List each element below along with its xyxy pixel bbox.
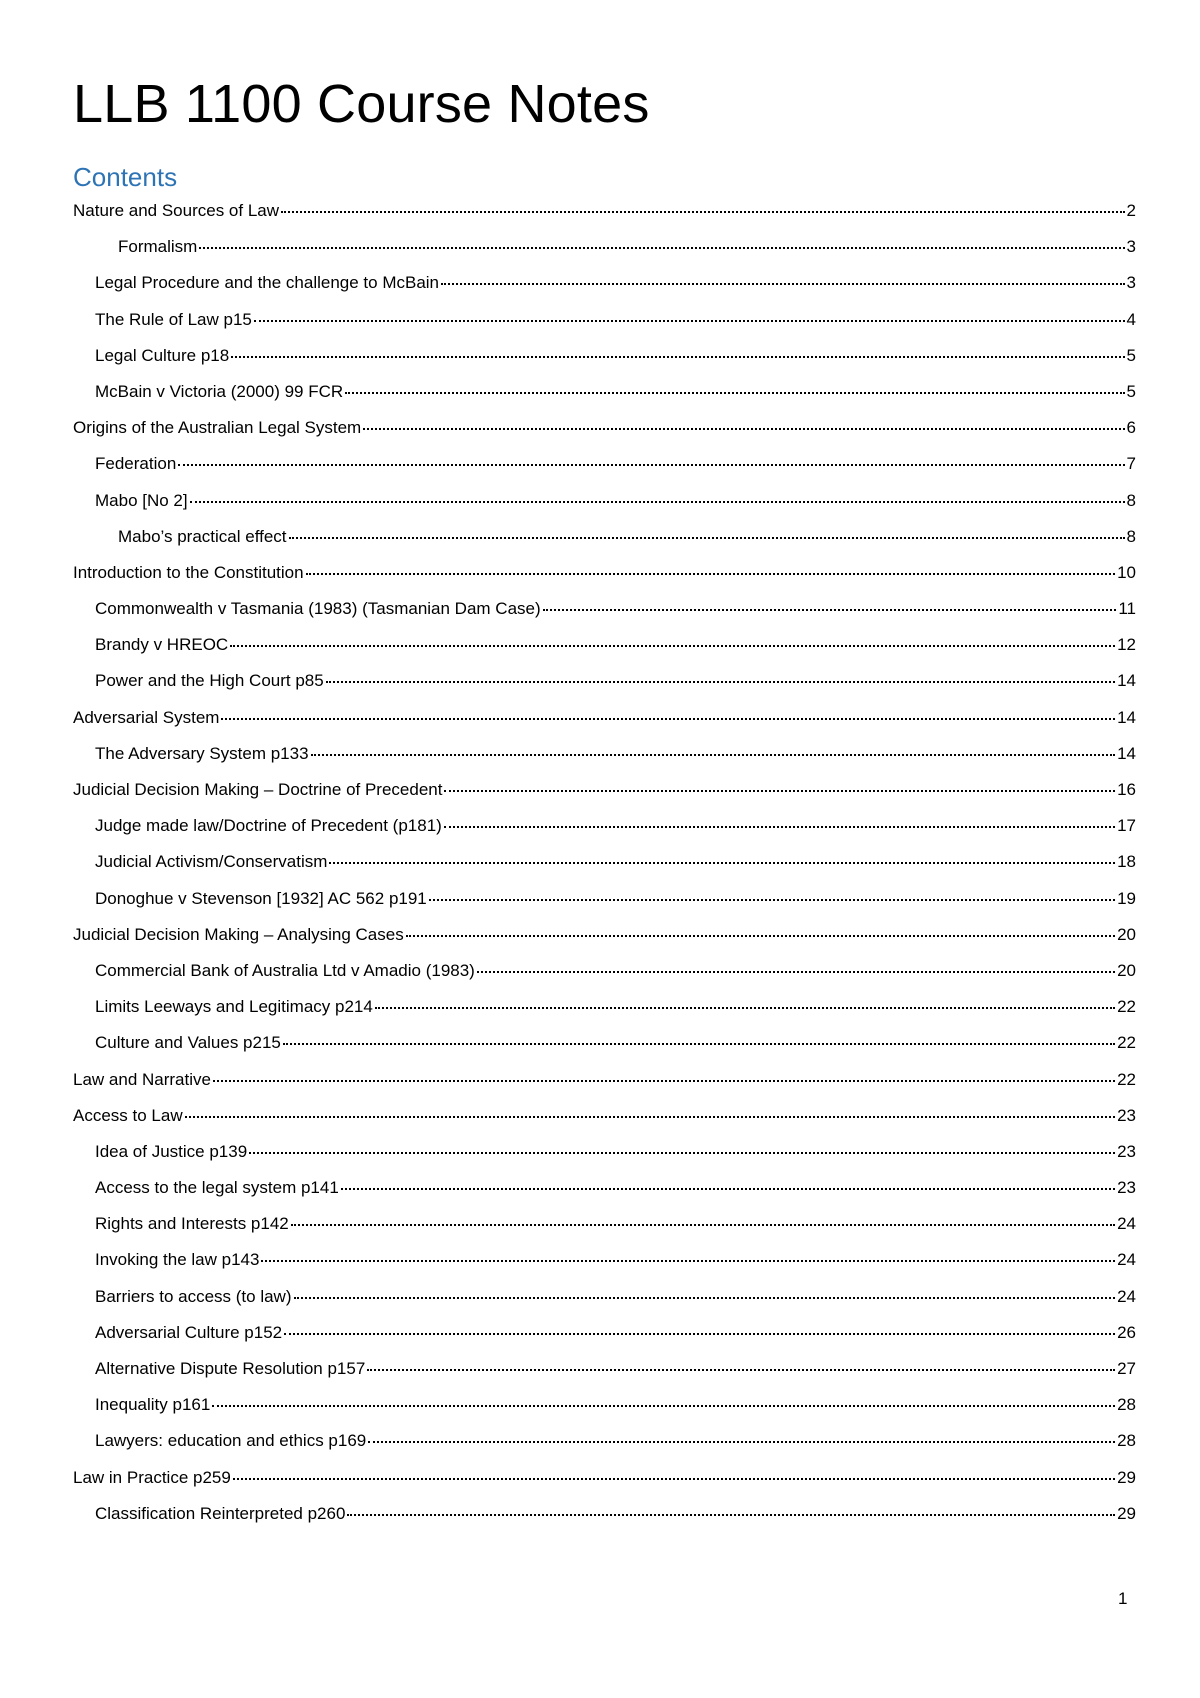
- toc-entry[interactable]: [73, 1279, 1136, 1315]
- toc-entry[interactable]: [73, 881, 1136, 917]
- document-title: LLB 1100 Course Notes: [73, 74, 650, 134]
- toc-entry-title: Invoking the law p143: [95, 1250, 260, 1270]
- toc-entry[interactable]: [73, 229, 1136, 265]
- toc-entry[interactable]: [73, 953, 1136, 989]
- toc-entry-page: 8: [1126, 490, 1136, 510]
- toc-dot-leader: [283, 1026, 1115, 1045]
- toc-entry[interactable]: [73, 1460, 1136, 1496]
- toc-entry[interactable]: [73, 1423, 1136, 1459]
- toc-entry[interactable]: [73, 410, 1136, 446]
- toc-entry-page: 28: [1117, 1395, 1136, 1415]
- toc-entry-title: Commonwealth v Tasmania (1983) (Tasmanian Dam Case): [95, 599, 541, 619]
- toc-entry[interactable]: [73, 700, 1136, 736]
- toc-entry-title: Judge made law/Doctrine of Precedent (p181): [95, 816, 442, 836]
- toc-entry-page: 14: [1117, 743, 1136, 763]
- toc-dot-leader: [221, 701, 1115, 720]
- toc-dot-leader: [230, 628, 1115, 647]
- toc-dot-leader: [345, 375, 1124, 394]
- toc-entry-title: Commercial Bank of Australia Ltd v Amadio (1983): [95, 960, 475, 980]
- toc-entry-title: Access to the legal system p141: [95, 1178, 339, 1198]
- toc-entry-page: 24: [1117, 1286, 1136, 1306]
- toc-entry-page: 29: [1117, 1467, 1136, 1487]
- toc-entry[interactable]: [73, 591, 1136, 627]
- toc-entry-page: 3: [1126, 237, 1136, 257]
- toc-entry-title: Nature and Sources of Law: [73, 201, 280, 220]
- toc-entry[interactable]: [73, 1062, 1136, 1098]
- toc-dot-leader: [231, 339, 1124, 358]
- toc-entry-title: Power and the High Court p85: [95, 671, 324, 691]
- toc-dot-leader: [444, 809, 1115, 828]
- toc-dot-leader: [441, 266, 1125, 285]
- toc-entry-title: Judicial Decision Making – Analysing Cases: [73, 924, 404, 944]
- toc-dot-leader: [233, 1461, 1115, 1480]
- toc-dot-leader: [311, 737, 1116, 756]
- toc-entry-page: 24: [1117, 1250, 1136, 1270]
- toc-entry-title: Law in Practice p259: [73, 1467, 231, 1487]
- toc-dot-leader: [429, 882, 1115, 901]
- toc-entry-page: 7: [1126, 454, 1136, 474]
- toc-entry-page: 6: [1126, 418, 1136, 438]
- toc-entry[interactable]: [73, 844, 1136, 880]
- toc-entry-page: 24: [1117, 1214, 1136, 1234]
- toc-entry-title: Alternative Dispute Resolution p157: [95, 1359, 366, 1378]
- toc-entry-page: 23: [1117, 1178, 1136, 1198]
- toc-entry-title: The Rule of Law p15: [95, 309, 252, 329]
- toc-entry[interactable]: [73, 1134, 1136, 1170]
- toc-entry-title: Classification Reinterpreted p260: [95, 1503, 346, 1523]
- toc-dot-leader: [368, 1424, 1115, 1443]
- toc-entry-title: Limits Leeways and Legitimacy p214: [95, 997, 373, 1017]
- toc-entry[interactable]: [73, 555, 1136, 591]
- toc-dot-leader: [326, 664, 1115, 683]
- toc-entry-title: Judicial Decision Making – Doctrine of Precedent: [73, 780, 443, 799]
- toc-entry-page: 10: [1117, 562, 1136, 582]
- toc-entry-page: 19: [1117, 888, 1136, 908]
- toc-entry-title: Rights and Interests p142: [95, 1214, 289, 1234]
- toc-entry-page: 17: [1117, 816, 1136, 836]
- toc-entry-page: 26: [1117, 1322, 1136, 1342]
- toc-entry-title: The Adversary System p133: [95, 743, 309, 763]
- toc-dot-leader: [329, 845, 1115, 864]
- toc-entry-title: Lawyers: education and ethics p169: [95, 1431, 367, 1451]
- toc-entry-title: Mabo’s practical effect: [118, 526, 287, 546]
- toc-dot-leader: [347, 1497, 1115, 1516]
- toc-entry-page: 23: [1117, 1105, 1136, 1125]
- toc-entry[interactable]: [73, 808, 1136, 844]
- toc-entry-title: Barriers to access (to law): [95, 1286, 292, 1306]
- toc-dot-leader: [199, 230, 1124, 249]
- toc-entry-title: Brandy v HREOC: [95, 635, 229, 655]
- toc-entry-page: 14: [1117, 671, 1136, 691]
- toc-entry-page: 14: [1117, 707, 1136, 727]
- toc-dot-leader: [261, 1243, 1115, 1262]
- toc-dot-leader: [249, 1135, 1115, 1154]
- toc-entry[interactable]: [73, 1351, 1136, 1387]
- toc-entry[interactable]: [73, 736, 1136, 772]
- toc-dot-leader: [185, 1099, 1115, 1118]
- toc-entry-title: Formalism: [118, 237, 198, 257]
- toc-entry[interactable]: [73, 627, 1136, 663]
- toc-dot-leader: [367, 1352, 1115, 1371]
- toc-entry[interactable]: [73, 1025, 1136, 1061]
- toc-dot-leader: [281, 194, 1125, 213]
- toc-dot-leader: [212, 1388, 1115, 1407]
- toc-entry-title: Culture and Values p215: [95, 1033, 281, 1053]
- toc-entry[interactable]: [73, 663, 1136, 699]
- toc-dot-leader: [543, 592, 1117, 611]
- toc-dot-leader: [291, 1207, 1115, 1226]
- toc-entry-title: Legal Culture p18: [95, 345, 230, 365]
- toc-entry-page: 5: [1126, 381, 1136, 401]
- toc-entry-page: 2: [1126, 201, 1136, 220]
- toc-entry-page: 22: [1117, 1033, 1136, 1053]
- toc-entry[interactable]: [73, 338, 1136, 374]
- toc-entry-page: 22: [1117, 997, 1136, 1017]
- toc-entry[interactable]: [73, 1098, 1136, 1134]
- toc-entry[interactable]: [73, 374, 1136, 410]
- toc-entry[interactable]: [73, 1242, 1136, 1278]
- toc-heading: Contents: [73, 162, 178, 192]
- toc-entry[interactable]: [73, 483, 1136, 519]
- toc-entry-page: 29: [1117, 1503, 1136, 1523]
- toc-entry[interactable]: [73, 1387, 1136, 1423]
- toc-entry-title: Judicial Activism/Conservatism: [95, 852, 328, 872]
- toc-dot-leader: [363, 411, 1124, 430]
- toc-entry-title: Mabo [No 2]: [95, 490, 188, 510]
- toc-dot-leader: [477, 954, 1115, 973]
- toc-entry[interactable]: [73, 772, 1136, 808]
- toc-entry-title: Access to Law: [73, 1105, 183, 1125]
- toc-entry-page: 12: [1117, 635, 1136, 655]
- toc-entry-page: 5: [1126, 345, 1136, 365]
- toc-entry-title: Legal Procedure and the challenge to McBain: [95, 273, 440, 293]
- toc-entry-title: Donoghue v Stevenson [1932] AC 562 p191: [95, 888, 427, 908]
- toc-dot-leader: [375, 990, 1115, 1009]
- toc-dot-leader: [341, 1171, 1115, 1190]
- toc-dot-leader: [294, 1280, 1116, 1299]
- toc-entry-page: 8: [1126, 526, 1136, 546]
- toc-entry-page: 4: [1126, 309, 1136, 329]
- toc-entry-page: 20: [1117, 924, 1136, 944]
- toc-entry-title: Inequality p161: [95, 1395, 211, 1415]
- toc-dot-leader: [284, 1316, 1115, 1335]
- toc-entry-page: 18: [1117, 852, 1136, 872]
- toc-entry-title: Law and Narrative: [73, 1069, 211, 1089]
- toc-entry[interactable]: [73, 193, 1136, 229]
- toc-entry-page: 22: [1117, 1069, 1136, 1089]
- toc-entry[interactable]: [73, 519, 1136, 555]
- toc-entry-page: 11: [1118, 599, 1136, 619]
- toc-entry[interactable]: [73, 1315, 1136, 1351]
- toc-dot-leader: [190, 484, 1125, 503]
- toc-entry[interactable]: [73, 917, 1136, 953]
- toc-entry-title: Federation: [95, 454, 177, 474]
- toc-entry[interactable]: [73, 989, 1136, 1025]
- toc-entry-page: 20: [1117, 960, 1136, 980]
- toc-entry[interactable]: [73, 446, 1136, 482]
- toc-dot-leader: [213, 1063, 1115, 1082]
- toc-dot-leader: [444, 773, 1115, 792]
- toc-dot-leader: [306, 556, 1115, 575]
- toc-entry-page: 3: [1126, 273, 1136, 293]
- toc-entry-page: 27: [1117, 1359, 1136, 1378]
- toc-dot-leader: [406, 918, 1115, 937]
- toc-entry-title: Origins of the Australian Legal System: [73, 418, 362, 438]
- table-of-contents: [73, 193, 1136, 1532]
- toc-dot-leader: [178, 447, 1124, 466]
- toc-entry-title: Introduction to the Constitution: [73, 562, 304, 582]
- toc-dot-leader: [254, 303, 1125, 322]
- toc-entry-page: 16: [1117, 780, 1136, 799]
- toc-dot-leader: [289, 520, 1125, 539]
- toc-entry[interactable]: [73, 302, 1136, 338]
- toc-entry-title: Adversarial Culture p152: [95, 1322, 283, 1342]
- toc-entry[interactable]: [73, 265, 1136, 301]
- toc-entry[interactable]: [73, 1170, 1136, 1206]
- toc-entry-title: Adversarial System: [73, 707, 220, 727]
- page-number: 1: [1118, 1589, 1128, 1608]
- toc-entry-page: 28: [1117, 1431, 1136, 1451]
- toc-entry[interactable]: [73, 1206, 1136, 1242]
- toc-entry[interactable]: [73, 1496, 1136, 1532]
- toc-entry-title: McBain v Victoria (2000) 99 FCR: [95, 381, 344, 401]
- toc-entry-title: Idea of Justice p139: [95, 1141, 248, 1161]
- toc-entry-page: 23: [1117, 1141, 1136, 1161]
